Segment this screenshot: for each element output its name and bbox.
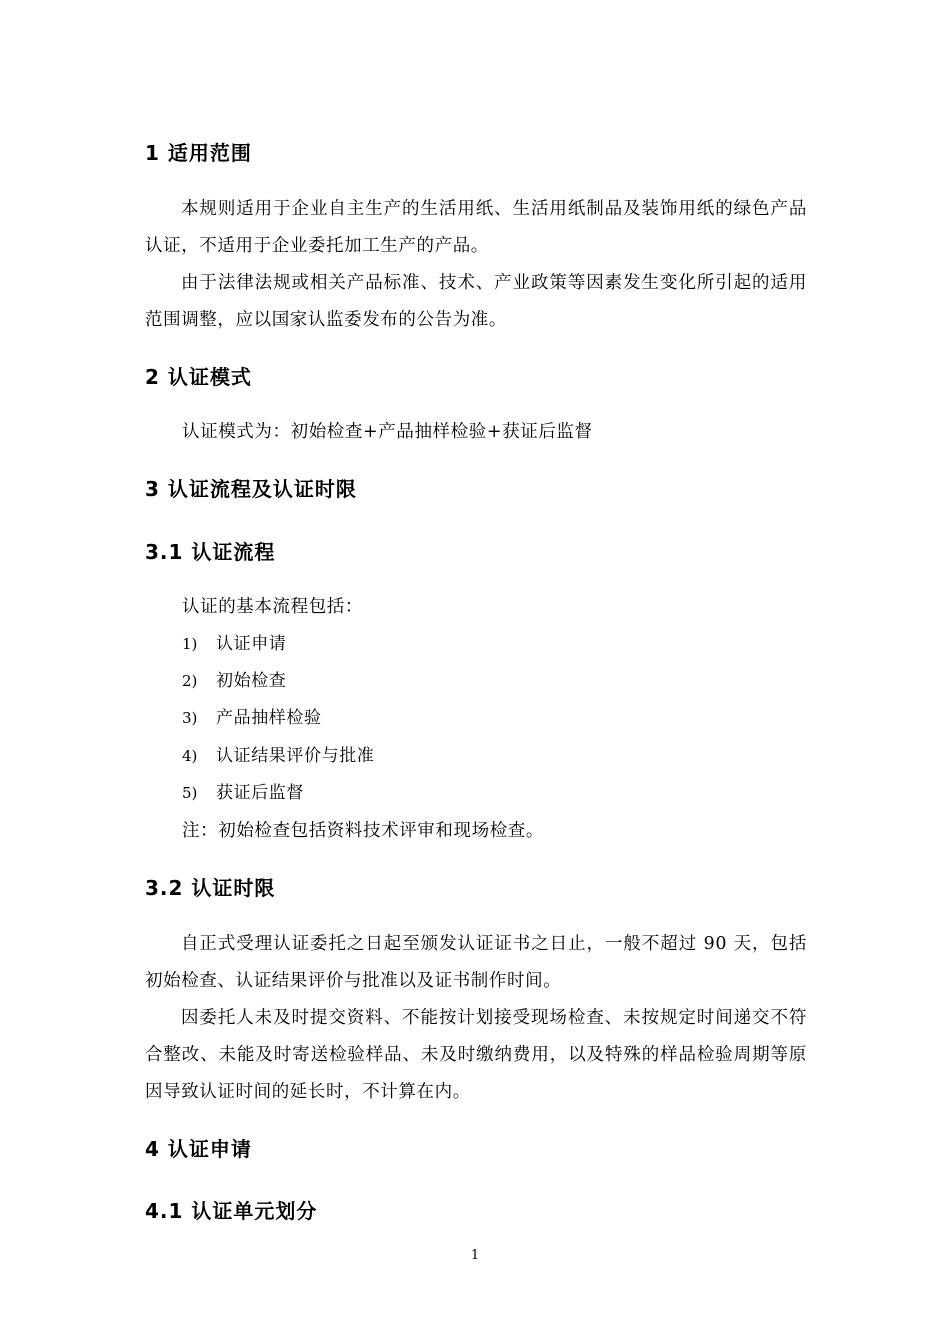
list-item-number: 1) — [182, 635, 198, 653]
section-4-1-heading: 4.1 认证单元划分 — [145, 1199, 318, 1223]
section-3-2-paragraph-1: 自正式受理认证委托之日起至颁发认证证书之日止，一般不超过 90 天，包括初始检查、认证结果评价与批准以及证书制作时间。 — [145, 934, 807, 991]
list-item — [182, 631, 286, 657]
list-item-number: 5) — [182, 784, 198, 802]
section-1-paragraph-1: 本规则适用于企业自主生产的生活用纸、生活用纸制品及装饰用纸的绿色产品认证，不适用于企业委托加工生产的产品。 — [145, 199, 807, 256]
list-item-text: 初始检查 — [216, 671, 287, 691]
list-item-text: 认证结果评价与批准 — [216, 746, 375, 766]
section-3-2-heading: 3.2 认证时限 — [145, 876, 276, 900]
section-3-1-intro: 认证的基本流程包括： — [182, 597, 363, 617]
section-4-heading: 4 认证申请 — [145, 1137, 252, 1161]
page-number: 1 — [470, 1248, 480, 1263]
list-item — [182, 780, 304, 806]
list-item-number: 3) — [182, 709, 198, 727]
section-3-1-heading: 3.1 认证流程 — [145, 540, 276, 564]
section-3-1-note: 注：初始检查包括资料技术评审和现场检查。 — [182, 821, 544, 841]
section-2-heading: 2 认证模式 — [145, 365, 252, 389]
section-3-heading: 3 认证流程及认证时限 — [145, 477, 357, 501]
list-item-text: 认证申请 — [216, 634, 287, 654]
section-3-2-paragraph-2: 因委托人未及时提交资料、不能按计划接受现场检查、未按规定时间递交不符合整改、未能及时寄送检验样品、未及时缴纳费用，以及特殊的样品检验周期等原因导致认证时间的延长时，不计算在内。 — [145, 1008, 807, 1102]
section-2-text: 认证模式为：初始检查+产品抽样检验+获证后监督 — [182, 422, 593, 442]
list-item-text: 获证后监督 — [216, 783, 304, 803]
list-item-number: 2) — [182, 672, 198, 690]
list-item-text: 产品抽样检验 — [216, 708, 322, 728]
section-1-heading: 1 适用范围 — [145, 141, 252, 165]
section-1-paragraph-2: 由于法律法规或相关产品标准、技术、产业政策等因素发生变化所引起的适用范围调整，应以国家认监委发布的公告为准。 — [145, 273, 807, 330]
list-item — [182, 668, 286, 694]
list-item — [182, 705, 322, 731]
list-item — [182, 743, 374, 769]
list-item-number: 4) — [182, 747, 198, 765]
